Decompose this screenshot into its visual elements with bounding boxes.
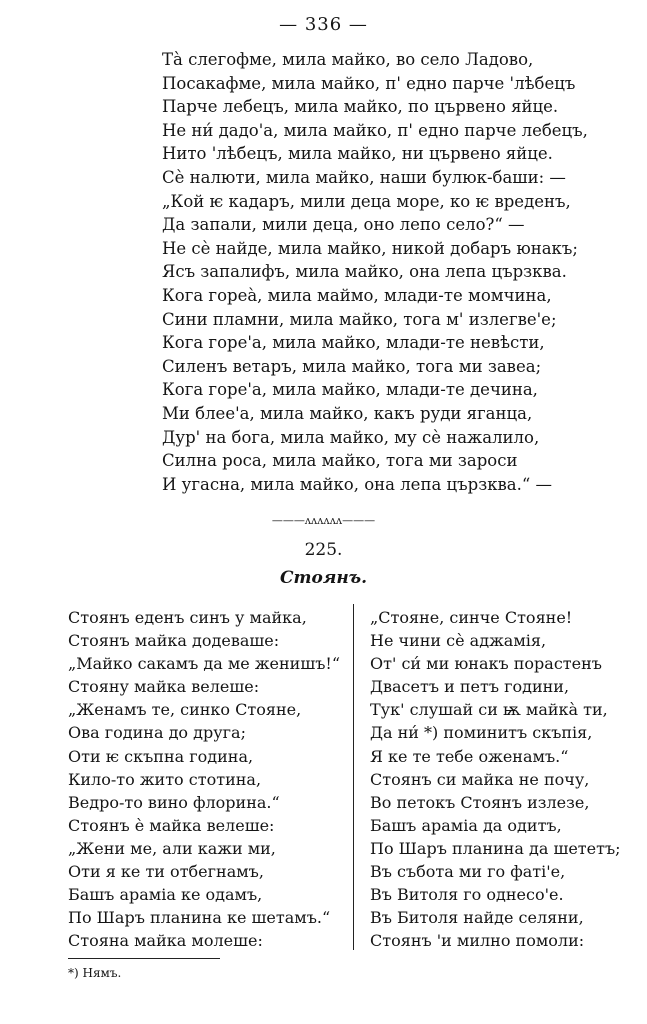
verse-line: „Женамъ те, синко Стояне, — [68, 700, 302, 720]
verse-line: Кога горе'а, мила майко, млади-те дечина, — [162, 380, 538, 400]
verse-line: По Шаръ планина ке шетамъ.“ — [68, 908, 331, 928]
poem-top — [162, 48, 588, 496]
verse-line: От' си́ ми юнакъ порастенъ — [370, 654, 602, 674]
verse-line: Башъ арамia да одитъ, — [370, 815, 562, 835]
verse-line: Ми блее'а, мила майко, какъ руди яганца, — [162, 403, 533, 423]
verse-line: Ова година до друга; — [68, 723, 246, 743]
verse-line: Ведро-то вино флорина.“ — [68, 792, 280, 812]
verse-line: Силна роса, мила майко, тога ми зароси — [162, 451, 518, 471]
verse-line: Сини пламни, мила майко, тога м' излегве'е; — [162, 309, 557, 329]
verse-line: Стоянъ майка додеваше: — [68, 631, 280, 651]
verse-line: Во петокъ Стоянъ излезе, — [370, 792, 590, 812]
poem-right-column — [370, 606, 630, 952]
verse-line: Двасетъ и петъ години, — [370, 677, 570, 697]
verse-line: Стоянъ 'и милно помоли: — [370, 931, 585, 951]
verse-line: „Кой ѥ кадаръ, мили деца море, ко ѥ вреденъ, — [162, 191, 571, 211]
verse-line: Оти я ке ти отбегнамъ, — [68, 862, 264, 882]
page-number: — 336 — — [279, 14, 368, 35]
footnote-rule — [68, 958, 220, 959]
section-ornament: ———ʌʌʌʌʌʌ——— — [271, 514, 376, 527]
verse-line: Да запали, мили деца, оно лепо село?“ — — [162, 215, 525, 235]
verse-line: Кога горе'а, мила майко, млади-те невѣсти, — [162, 333, 545, 353]
verse-line: Кога гореа̀, мила маймо, млади-те момчина, — [162, 285, 552, 305]
verse-line: Посакафме, мила майко, п' едно парче 'лѣбецъ — [162, 73, 576, 93]
verse-line: Башъ арамia ке одамъ, — [68, 885, 263, 905]
verse-line: Стоянъ еденъ синъ у майка, — [68, 608, 307, 627]
verse-line: Тук' слушай си ѭ майкà ти, — [370, 700, 608, 720]
verse-line: По Шаръ планина да шететъ; — [370, 838, 621, 858]
verse-line: „Майко сакамъ да ме женишъ!“ — [68, 654, 340, 674]
verse-line: Не ни́ дадо'а, мила майко, п' едно парче лебецъ, — [162, 120, 588, 140]
verse-line: Стоянъ ѐ майка велеше: — [68, 815, 275, 835]
verse-line: Кило-то жито стотина, — [68, 769, 262, 789]
verse-line: Оти ѥ скъпна година, — [68, 746, 254, 766]
verse-line: Въ събота ми го фатi'е, — [370, 862, 566, 882]
verse-line: Стояну майка велеше: — [68, 677, 260, 697]
verse-line: Ясъ запалифъ, мила майко, она лепа цързква. — [162, 262, 567, 282]
verse-line: Сѐ налюти, мила майко, наши булюк-баши: — — [162, 167, 566, 187]
verse-line: Дур' на бога, мила майко, му сѐ нажалило, — [162, 427, 540, 447]
verse-line: Да ни́ *) поминитъ скъпія, — [370, 723, 593, 743]
verse-line: Стоянъ си майка не почу, — [370, 769, 590, 789]
verse-line: Не чини сѐ аджамія, — [370, 631, 547, 651]
poem-left-column — [68, 606, 340, 952]
verse-line: Парче лебецъ, мила майко, по цървено яйце. — [162, 97, 559, 117]
verse-line: Нито 'лѣбецъ, мила майко, ни цървено яйце. — [162, 144, 553, 164]
column-divider — [353, 604, 354, 950]
verse-line: Въ Витоля го однесо'е. — [370, 885, 564, 905]
verse-line: Въ Битоля найде селяни, — [370, 908, 584, 928]
verse-line: Тà слегофме, мила майко, во село Ладово, — [162, 50, 534, 69]
verse-line: Стояна майка молеше: — [68, 931, 263, 951]
footnote: *) Нямъ. — [68, 966, 122, 980]
poem-number: 225. — [304, 540, 343, 560]
verse-line: И угасна, мила майко, она лепа цързква.“ — — [162, 474, 553, 494]
verse-line: „Стояне, синче Стояне! — [370, 608, 573, 627]
verse-line: Я ке те тебе оженамъ.“ — [370, 746, 569, 766]
verse-line: Не сѐ найде, мила майко, никой добаръ юнакъ; — [162, 238, 578, 258]
verse-line: „Жени ме, али кажи ми, — [68, 838, 276, 858]
verse-line: Силенъ ветаръ, мила майко, тога ми завеа; — [162, 356, 542, 376]
poem-title: Стоянъ. — [279, 568, 368, 588]
